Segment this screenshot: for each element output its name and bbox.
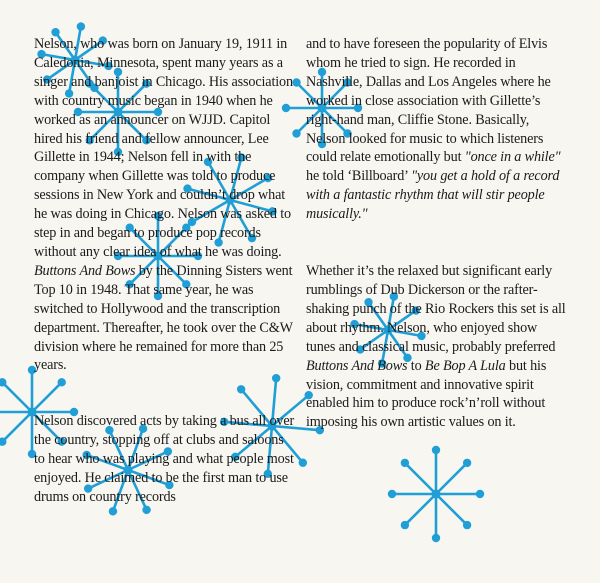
right-column — [306, 35, 568, 432]
paragraph — [34, 412, 296, 507]
paragraph — [306, 35, 568, 224]
song-title: Be Bop A Lula — [424, 357, 506, 374]
quote: "you get a hold of a record with a fantastic rhythm that will stir people musically." — [306, 168, 560, 223]
paragraph — [34, 35, 296, 375]
text-run: Nelson, who was born on January 19, 1911 in Caledonia, Minnesota, spent many years as a singer and banjoist in Chicago. His association with country music began in 1940 when he worked as an announcer on WJJD. Capitol hired his friend and fellow announcer, Lee Gillette in 1944; Nelson fell in with the company when Gillette was told to produce sessions in New York and couldn’t drop what he was doing in Chicago. Nelson was asked to step in and began to produce pop records without any clear idea of what he was doing. — [34, 36, 293, 260]
text-run: to — [407, 357, 425, 374]
text-run: but his vision, commitment and innovative spirit enabled him to produce rock’n’roll without imposing his own artistic values on it. — [306, 357, 547, 431]
text-run: by the Dinning Sisters went Top 10 in 1948. That same year, he was switched to Hollywood and the transcription department. Thereafter, he took over the C&W division where he remained for more than 25 years. — [34, 262, 293, 374]
text-run: and to have foreseen the popularity of Elvis whom he tried to sign. He recorded in Nashville, Dallas and Los Angeles where he worked in close association with Gillette’s right-hand man, Cliffie Stone. Basically, Nelson looked for music to which listeners could relate emotionally but — [306, 36, 551, 166]
paragraph — [306, 262, 568, 432]
quote: "once in a while" — [464, 149, 561, 166]
text-run: Nelson discovered acts by taking a bus all over the country, stopping off at clubs and saloons to hear who was playing and what people most enjoyed. He claimed to be the first man to use drums on country records — [34, 413, 295, 505]
song-title: Buttons And Bows — [306, 357, 408, 374]
song-title: Buttons And Bows — [34, 262, 136, 279]
left-column — [34, 35, 296, 507]
text-run: he told ‘Billboard’ — [306, 168, 412, 185]
text-run: Whether it’s the relaxed but significant early rumblings of Dub Dickerson or the rafter-shaking punch of the Rio Rockers this set is all about rhythm. Nelson, who enjoyed show tunes and classical music, probably preferred — [306, 263, 566, 355]
